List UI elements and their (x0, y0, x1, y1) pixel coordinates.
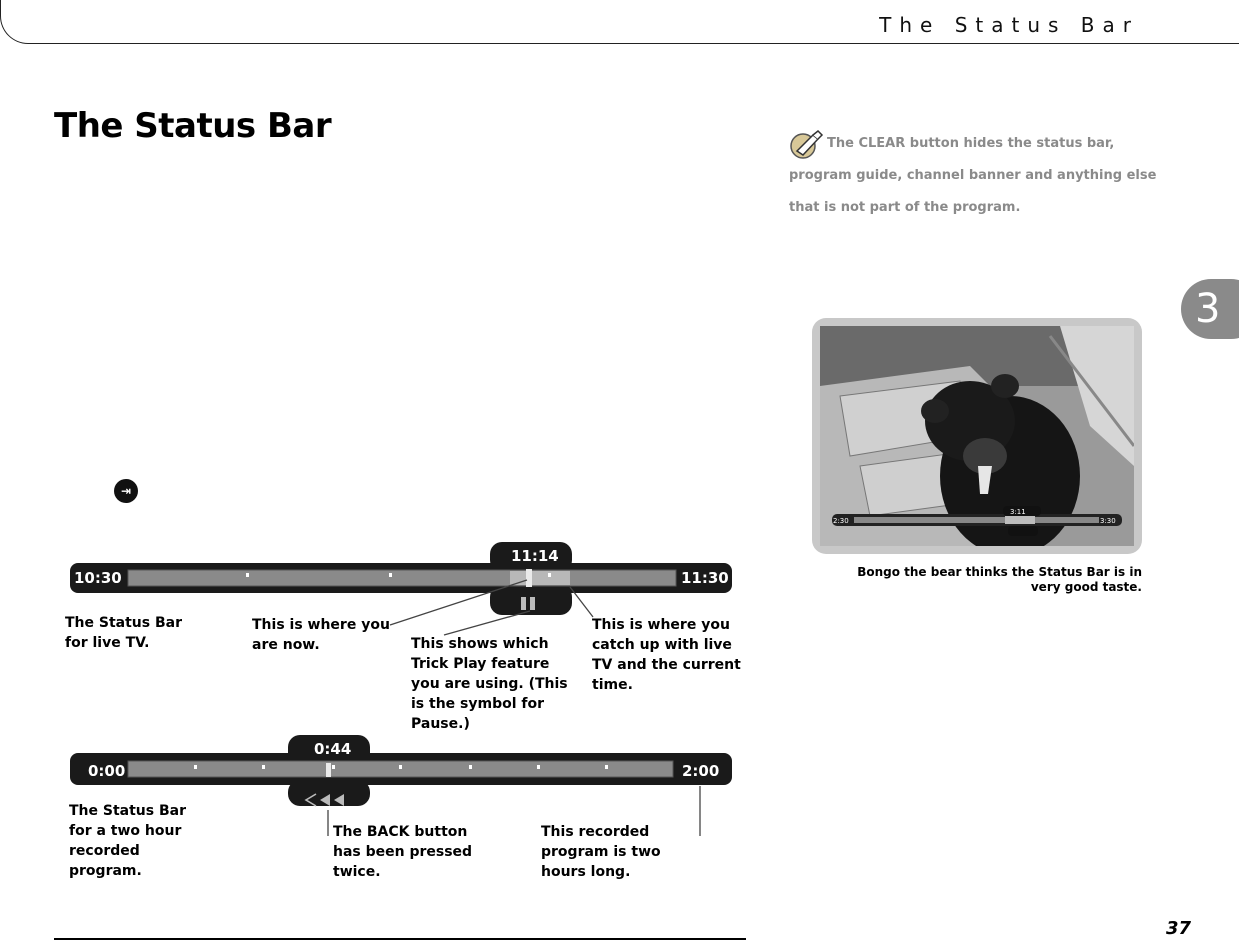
photo-bar-end: 3:30 (1100, 517, 1116, 525)
live-bar-callout: The Status Bar for live TV. (65, 615, 182, 651)
photo-bar-current: 3:11 (1010, 508, 1026, 516)
photo-bar-start: 2:30 (833, 517, 849, 525)
live-position-marker (526, 569, 532, 587)
live-current-time: 11:14 (511, 547, 559, 565)
recorded-position-marker (326, 763, 331, 777)
tip-block (789, 128, 1169, 224)
bear-photo (812, 318, 1142, 554)
recorded-bar-callout: The Status Bar for a two hour recorded program. (69, 803, 186, 879)
live-catchup-callout: This is where you catch up with live TV and the current time. (592, 617, 741, 693)
tip-pencil-icon (789, 129, 825, 159)
recorded-end-time: 2:00 (682, 762, 720, 780)
running-head: The Status Bar (879, 13, 1139, 37)
chapter-tab: 3 (1181, 279, 1239, 339)
bear-photo-image (820, 326, 1134, 546)
tip-text: The CLEAR button hides the status bar, program guide, channel banner and anything else that is not part of the program. (789, 136, 1157, 215)
live-end-time: 11:30 (681, 569, 729, 587)
remote-button-icon: ⇥ (114, 479, 138, 503)
recorded-start-time: 0:00 (88, 762, 126, 780)
page-number: 37 (1166, 918, 1192, 939)
live-bar-track (128, 570, 676, 586)
live-trick-callout: This shows which Trick Play feature you are using. (This is the symbol for Pause.) (411, 636, 568, 732)
recorded-back-callout: The BACK button has been pressed twice. (333, 824, 473, 880)
live-position-callout: This is where you are now. (252, 617, 390, 653)
recorded-current-time: 0:44 (314, 740, 352, 758)
recorded-length-callout: This recorded program is two hours long. (541, 824, 661, 880)
live-start-time: 10:30 (74, 569, 122, 587)
footer-rule (54, 938, 746, 940)
page-title: The Status Bar (54, 106, 332, 146)
photo-caption: Bongo the bear thinks the Status Bar is in very good taste. (857, 565, 1142, 594)
